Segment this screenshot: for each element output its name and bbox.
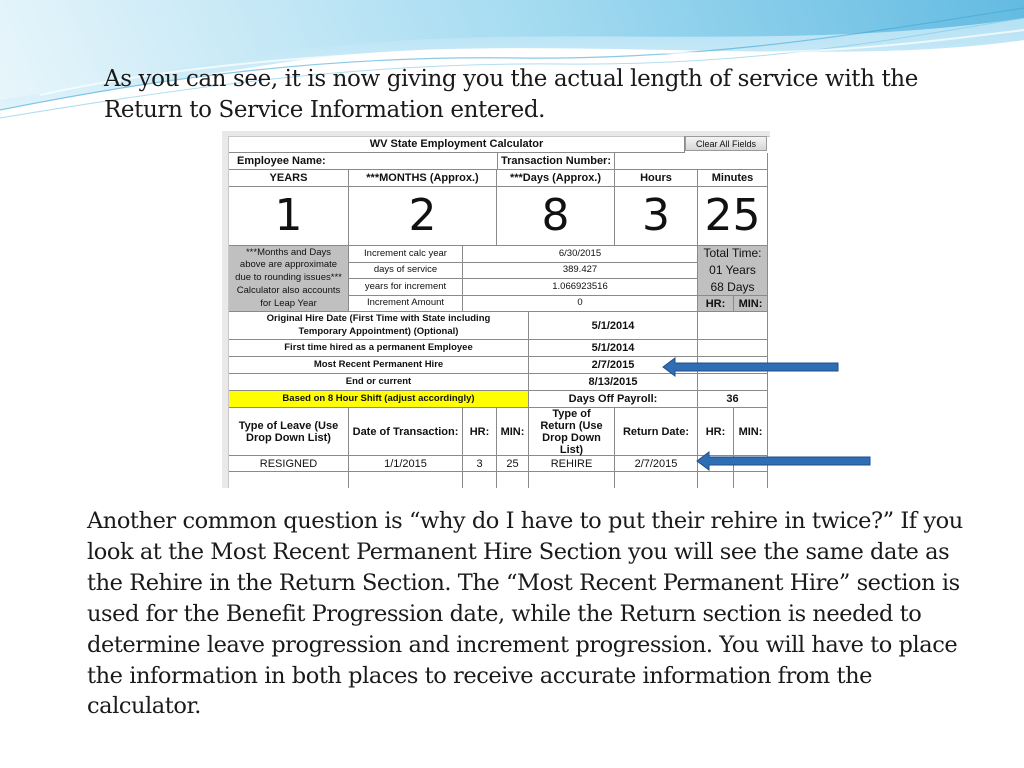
end-current-date[interactable]: 8/13/2015: [529, 374, 698, 391]
most-recent-hire-date[interactable]: 2/7/2015: [529, 357, 698, 374]
total-min-label: MIN:: [734, 296, 768, 312]
total-time-box: [698, 246, 768, 296]
hours-header: Hours: [615, 170, 698, 187]
leave-min-cell[interactable]: 25: [497, 456, 529, 472]
employment-calculator-sheet: [222, 131, 770, 488]
min-header: MIN:: [497, 408, 529, 456]
row-header-gutter: [222, 136, 229, 488]
approximation-note: [229, 246, 349, 312]
years-value: 1: [229, 187, 349, 246]
note-line: ***Months and Days: [245, 246, 332, 258]
return-date-cell[interactable]: 2/7/2015: [615, 456, 698, 472]
total-time-label: Total Time:: [703, 246, 762, 260]
original-hire-label: Original Hire Date (First Time with State including Temporary Appointment) (Optional): [229, 312, 529, 340]
first-permanent-date[interactable]: 5/1/2014: [529, 340, 698, 357]
transaction-number-field[interactable]: [615, 153, 768, 170]
calc-value: 0: [463, 296, 698, 312]
calc-label: years for increment: [349, 279, 463, 296]
calc-value: 6/30/2015: [463, 246, 698, 263]
total-years: 01 Years: [709, 263, 756, 277]
type-of-return-header: Type of Return (Use Drop Down List): [529, 408, 615, 456]
end-current-label: End or current: [229, 374, 529, 391]
empty-cell: [698, 472, 734, 488]
empty-cell: [229, 472, 349, 488]
type-of-leave-header: Type of Leave (Use Drop Down List): [229, 408, 349, 456]
total-days: 68 Days: [710, 280, 755, 294]
date-of-transaction-header: Date of Transaction:: [349, 408, 463, 456]
note-line: for Leap Year: [260, 297, 317, 309]
left-arrow-icon: [696, 451, 872, 471]
empty-cell: [615, 472, 698, 488]
return-type-cell[interactable]: REHIRE: [529, 456, 615, 472]
months-header: ***MONTHS (Approx.): [349, 170, 497, 187]
calc-label: days of service: [349, 263, 463, 279]
empty-cell: [734, 472, 768, 488]
days-off-label: Days Off Payroll:: [529, 391, 698, 408]
calc-value: 389.427: [463, 263, 698, 279]
most-recent-hire-label: Most Recent Permanent Hire: [229, 357, 529, 374]
note-line: due to rounding issues***: [235, 272, 342, 284]
calc-label: Increment calc year: [349, 246, 463, 263]
empty-cell: [497, 472, 529, 488]
intro-text: As you can see, it is now giving you the actual length of service with the Return to Service Information entered.: [104, 66, 918, 123]
original-hire-date[interactable]: 5/1/2014: [529, 312, 698, 340]
calculator-title: WV State Employment Calculator: [229, 136, 685, 153]
return-date-header: Return Date:: [615, 408, 698, 456]
left-arrow-icon: [662, 357, 840, 377]
shift-note: Based on 8 Hour Shift (adjust accordingly): [229, 391, 529, 408]
days-header: ***Days (Approx.): [497, 170, 615, 187]
minutes-value: 25: [698, 187, 768, 246]
blank-cell: [698, 312, 768, 340]
leave-hr-cell[interactable]: 3: [463, 456, 497, 472]
months-value: 2: [349, 187, 497, 246]
hr2-header: HR:: [698, 408, 734, 456]
blank-cell: [698, 340, 768, 357]
hours-value: 3: [615, 187, 698, 246]
body-text: Another common question is “why do I have to put their rehire in twice?” If you look at the Most Recent Permanent Hire Section you will see the same date as the Rehire in the Return Section. The “Most Recent Permanent Hire” section is used for the Benefit Progression date, while the Return section is needed to determine leave progression and increment progression. You will have to place the information in both places to receive accurate information from the calculator.: [87, 508, 963, 720]
empty-cell: [349, 472, 463, 488]
note-line: Calculator also accounts: [236, 284, 341, 296]
transaction-date-cell[interactable]: 1/1/2015: [349, 456, 463, 472]
leave-type-cell[interactable]: RESIGNED: [229, 456, 349, 472]
days-value: 8: [497, 187, 615, 246]
note-line: above are approximate: [239, 259, 338, 271]
empty-cell: [463, 472, 497, 488]
calc-value: 1.066923516: [463, 279, 698, 296]
first-permanent-label: First time hired as a permanent Employee: [229, 340, 529, 357]
years-header: YEARS: [229, 170, 349, 187]
min2-header: MIN:: [734, 408, 768, 456]
empty-cell: [529, 472, 615, 488]
minutes-header: Minutes: [698, 170, 768, 187]
calc-label: Increment Amount: [349, 296, 463, 312]
hr-header: HR:: [463, 408, 497, 456]
employee-name-label: Employee Name:: [229, 153, 498, 170]
total-hr-label: HR:: [698, 296, 734, 312]
transaction-number-label: Transaction Number:: [498, 153, 615, 170]
clear-all-fields-button[interactable]: Clear All Fields: [685, 136, 767, 151]
days-off-value[interactable]: 36: [698, 391, 768, 408]
